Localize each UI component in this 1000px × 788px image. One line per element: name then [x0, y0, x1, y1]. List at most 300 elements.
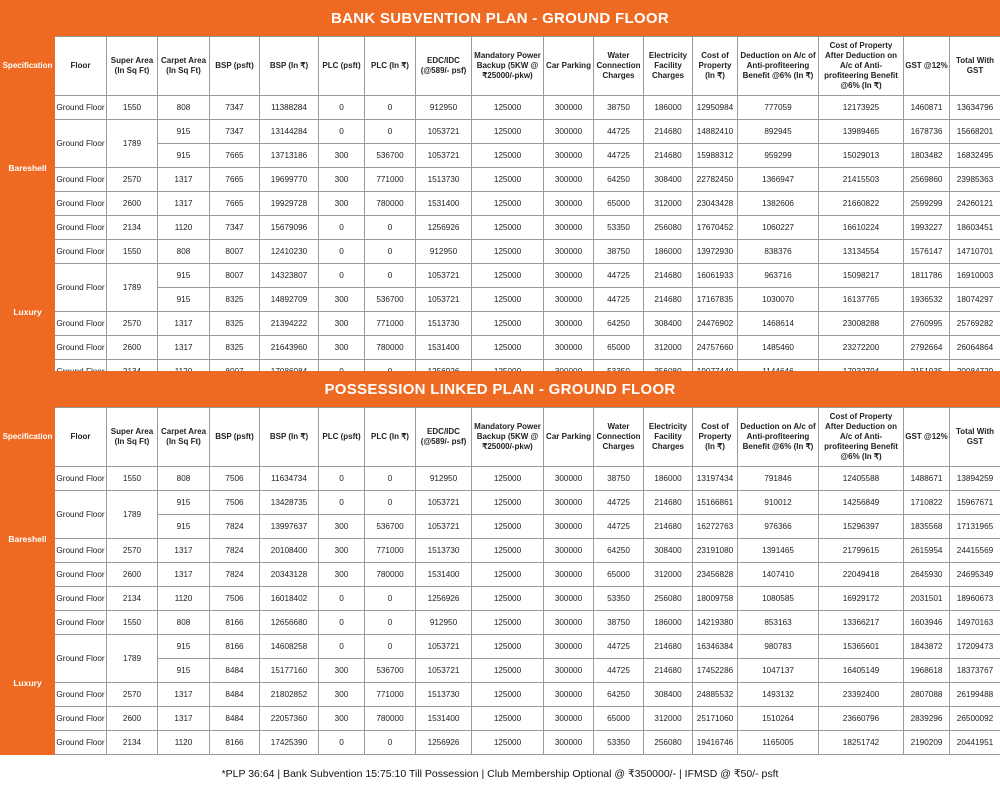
table-cell: 15967671	[950, 491, 1000, 515]
table-cell: 300000	[544, 515, 594, 539]
table-cell: 44725	[594, 491, 644, 515]
table-cell: 300000	[544, 240, 594, 264]
table-cell: 23660796	[819, 707, 904, 731]
table-cell: 300000	[544, 312, 594, 336]
table-cell: 125000	[472, 683, 544, 707]
table-cell: 125000	[472, 120, 544, 144]
table-row	[1, 240, 1000, 264]
table-cell: 536700	[365, 288, 416, 312]
table-cell: 312000	[644, 707, 693, 731]
table-cell: 1513730	[416, 683, 472, 707]
table-cell: 308400	[644, 312, 693, 336]
column-header: Carpet Area (In Sq Ft)	[158, 37, 210, 96]
column-header: Total With GST	[950, 37, 1000, 96]
table-cell: 214680	[644, 515, 693, 539]
table-cell: 300000	[544, 168, 594, 192]
table-cell: 1317	[158, 539, 210, 563]
table-cell: 13989465	[819, 120, 904, 144]
table-cell: 8325	[210, 312, 260, 336]
table-cell: 300	[319, 683, 365, 707]
table-cell: 780000	[365, 707, 416, 731]
table-cell: 15365601	[819, 635, 904, 659]
table-row	[1, 731, 1000, 755]
table-cell: 19699770	[260, 168, 319, 192]
table-cell: 7824	[210, 539, 260, 563]
table-cell: Ground Floor	[55, 168, 107, 192]
table-row	[1, 312, 1000, 336]
table-cell: Ground Floor	[55, 539, 107, 563]
table-cell: 125000	[472, 659, 544, 683]
table-cell: 300000	[544, 192, 594, 216]
table-cell: 1789	[107, 120, 158, 168]
table-cell: 12405588	[819, 467, 904, 491]
column-header: Floor	[55, 408, 107, 467]
table-cell: 2570	[107, 539, 158, 563]
table-cell: 125000	[472, 587, 544, 611]
table-cell: 7347	[210, 120, 260, 144]
table-row	[1, 683, 1000, 707]
table-cell: 23008288	[819, 312, 904, 336]
table-cell: 7506	[210, 587, 260, 611]
table-cell: Ground Floor	[55, 731, 107, 755]
table-cell: Ground Floor	[55, 587, 107, 611]
table-cell: 125000	[472, 240, 544, 264]
table-cell: 11388284	[260, 96, 319, 120]
table-cell: 308400	[644, 539, 693, 563]
table-cell: 8325	[210, 288, 260, 312]
table-cell: 24476902	[693, 312, 738, 336]
table-row	[1, 539, 1000, 563]
table-cell: 1550	[107, 240, 158, 264]
table-cell: 2134	[107, 587, 158, 611]
table-cell: 44725	[594, 288, 644, 312]
possession-linked-title: POSSESSION LINKED PLAN - GROUND FLOOR	[0, 371, 1000, 407]
table-cell: 838376	[738, 240, 819, 264]
table-cell: 21802852	[260, 683, 319, 707]
table-cell: 13428735	[260, 491, 319, 515]
table-cell: 1256926	[416, 587, 472, 611]
table-cell: 125000	[472, 731, 544, 755]
column-header: BSP (In ₹)	[260, 408, 319, 467]
table-cell: Ground Floor	[55, 611, 107, 635]
table-cell: 16272763	[693, 515, 738, 539]
column-header: BSP (In ₹)	[260, 37, 319, 96]
column-header: Carpet Area (In Sq Ft)	[158, 408, 210, 467]
table-cell: 1391465	[738, 539, 819, 563]
table-cell: 25171060	[693, 707, 738, 731]
table-cell: 0	[319, 216, 365, 240]
table-cell: 1317	[158, 563, 210, 587]
table-cell: 1165005	[738, 731, 819, 755]
table-cell: 1789	[107, 491, 158, 539]
table-cell: 2600	[107, 336, 158, 360]
table-cell: 17670452	[693, 216, 738, 240]
column-header: PLC (psft)	[319, 37, 365, 96]
table-cell: 14608258	[260, 635, 319, 659]
table-cell: 1053721	[416, 515, 472, 539]
table-cell: 25769282	[950, 312, 1000, 336]
table-cell: 44725	[594, 144, 644, 168]
table-cell: 1256926	[416, 216, 472, 240]
table-cell: Ground Floor	[55, 563, 107, 587]
table-cell: 0	[319, 264, 365, 288]
table-cell: 18009758	[693, 587, 738, 611]
table-cell: 125000	[472, 611, 544, 635]
table-cell: 915	[158, 120, 210, 144]
table-cell: 64250	[594, 683, 644, 707]
table-cell: 18603451	[950, 216, 1000, 240]
column-header: EDC/IDC (@589/- psf)	[416, 37, 472, 96]
table-cell: 1053721	[416, 288, 472, 312]
table-cell: 912950	[416, 467, 472, 491]
table-cell: 8007	[210, 264, 260, 288]
table-cell: 1053721	[416, 120, 472, 144]
table-cell: 300	[319, 168, 365, 192]
table-cell: 44725	[594, 515, 644, 539]
column-header: BSP (psft)	[210, 408, 260, 467]
table-cell: 308400	[644, 683, 693, 707]
table-cell: 1120	[158, 731, 210, 755]
table-cell: 912950	[416, 96, 472, 120]
table-cell: 17167835	[693, 288, 738, 312]
table-row	[1, 467, 1000, 491]
column-header: Deduction on A/c of Anti-profiteering Benefit @6% (In ₹)	[738, 408, 819, 467]
table-cell: 13134554	[819, 240, 904, 264]
table-cell: 13894259	[950, 467, 1000, 491]
possession-linked-table	[0, 407, 1000, 755]
table-cell: 21415503	[819, 168, 904, 192]
table-cell: 1317	[158, 336, 210, 360]
table-cell: 12173925	[819, 96, 904, 120]
table-cell: 7824	[210, 515, 260, 539]
table-cell: 536700	[365, 515, 416, 539]
table-cell: 780000	[365, 336, 416, 360]
table-cell: 53350	[594, 216, 644, 240]
table-cell: 13972930	[693, 240, 738, 264]
column-header: EDC/IDC (@589/- psf)	[416, 408, 472, 467]
table-row	[1, 120, 1000, 144]
table-cell: 7665	[210, 168, 260, 192]
table-cell: 0	[365, 491, 416, 515]
table-cell: 14323807	[260, 264, 319, 288]
table-cell: Ground Floor	[55, 467, 107, 491]
table-cell: 912950	[416, 240, 472, 264]
table-cell: 0	[319, 240, 365, 264]
table-cell: 2031501	[904, 587, 950, 611]
table-cell: 915	[158, 491, 210, 515]
table-cell: 1531400	[416, 336, 472, 360]
table-cell: 214680	[644, 120, 693, 144]
table-cell: 256080	[644, 216, 693, 240]
column-header: Mandatory Power Backup (5KW @ ₹25000/-pkw)	[472, 408, 544, 467]
table-row	[1, 216, 1000, 240]
table-row	[1, 192, 1000, 216]
table-cell: 65000	[594, 192, 644, 216]
table-cell: 0	[319, 96, 365, 120]
table-cell: 16346384	[693, 635, 738, 659]
table-cell: 38750	[594, 240, 644, 264]
table-cell: 312000	[644, 563, 693, 587]
table-cell: 256080	[644, 731, 693, 755]
table-cell: 1053721	[416, 659, 472, 683]
table-cell: 26500092	[950, 707, 1000, 731]
header-row	[1, 408, 1000, 467]
table-cell: 64250	[594, 539, 644, 563]
table-cell: 808	[158, 467, 210, 491]
table-cell: 125000	[472, 707, 544, 731]
table-cell: 300000	[544, 467, 594, 491]
table-row	[1, 264, 1000, 288]
table-cell: 1789	[107, 264, 158, 312]
table-cell: 1256926	[416, 731, 472, 755]
table-cell: 16061933	[693, 264, 738, 288]
table-cell: 1678736	[904, 120, 950, 144]
table-cell: 38750	[594, 96, 644, 120]
table-cell: 300000	[544, 96, 594, 120]
table-cell: 300000	[544, 288, 594, 312]
table-cell: 2760995	[904, 312, 950, 336]
table-cell: 1550	[107, 96, 158, 120]
column-header: PLC (psft)	[319, 408, 365, 467]
table-cell: Ground Floor	[55, 120, 107, 168]
table-cell: 1080585	[738, 587, 819, 611]
table-cell: 7347	[210, 96, 260, 120]
table-cell: 16910003	[950, 264, 1000, 288]
table-cell: 1485460	[738, 336, 819, 360]
table-cell: 21643960	[260, 336, 319, 360]
column-header: Water Connection Charges	[594, 37, 644, 96]
table-cell: 15296397	[819, 515, 904, 539]
table-cell: 1531400	[416, 707, 472, 731]
table-cell: 16018402	[260, 587, 319, 611]
table-cell: 12656680	[260, 611, 319, 635]
specification-cell: Bareshell	[1, 96, 55, 240]
table-cell: 14970163	[950, 611, 1000, 635]
table-cell: 0	[365, 731, 416, 755]
table-cell: 13366217	[819, 611, 904, 635]
table-cell: 125000	[472, 563, 544, 587]
table-cell: 1317	[158, 683, 210, 707]
table-cell: 18373767	[950, 659, 1000, 683]
table-cell: 300000	[544, 683, 594, 707]
table-cell: 1053721	[416, 144, 472, 168]
table-cell: 1060227	[738, 216, 819, 240]
table-cell: 300000	[544, 144, 594, 168]
table-cell: 0	[365, 264, 416, 288]
table-cell: 300	[319, 539, 365, 563]
table-cell: 17209473	[950, 635, 1000, 659]
table-row	[1, 336, 1000, 360]
table-cell: 1811786	[904, 264, 950, 288]
table-cell: 14256849	[819, 491, 904, 515]
table-cell: 915	[158, 144, 210, 168]
table-cell: 1576147	[904, 240, 950, 264]
table-cell: Ground Floor	[55, 264, 107, 312]
table-cell: 0	[319, 491, 365, 515]
table-cell: 0	[365, 587, 416, 611]
table-cell: 1993227	[904, 216, 950, 240]
column-header: Specification	[1, 37, 55, 96]
table-cell: 14219380	[693, 611, 738, 635]
table-cell: 214680	[644, 659, 693, 683]
table-cell: 18960673	[950, 587, 1000, 611]
table-cell: 186000	[644, 240, 693, 264]
table-cell: 300000	[544, 659, 594, 683]
table-cell: 300000	[544, 731, 594, 755]
table-cell: 16832495	[950, 144, 1000, 168]
table-cell: 1531400	[416, 563, 472, 587]
table-cell: 8166	[210, 731, 260, 755]
table-cell: 38750	[594, 611, 644, 635]
table-cell: 1468614	[738, 312, 819, 336]
bank-subvention-title: BANK SUBVENTION PLAN - GROUND FLOOR	[0, 0, 1000, 36]
table-cell: 23392400	[819, 683, 904, 707]
table-cell: 214680	[644, 288, 693, 312]
table-cell: 17452286	[693, 659, 738, 683]
table-cell: 8007	[210, 240, 260, 264]
table-cell: 2570	[107, 168, 158, 192]
table-cell: 214680	[644, 144, 693, 168]
table-cell: 8325	[210, 336, 260, 360]
table-cell: 15166861	[693, 491, 738, 515]
table-cell: 771000	[365, 168, 416, 192]
table-cell: 44725	[594, 264, 644, 288]
header-row	[1, 37, 1000, 96]
table-row	[1, 563, 1000, 587]
table-cell: 1407410	[738, 563, 819, 587]
table-cell: 22782450	[693, 168, 738, 192]
table-cell: 1510264	[738, 707, 819, 731]
table-cell: Ground Floor	[55, 491, 107, 539]
table-cell: 186000	[644, 467, 693, 491]
table-cell: 125000	[472, 216, 544, 240]
table-cell: 125000	[472, 96, 544, 120]
table-row	[1, 707, 1000, 731]
table-cell: 16610224	[819, 216, 904, 240]
table-cell: 21394222	[260, 312, 319, 336]
column-header: Water Connection Charges	[594, 408, 644, 467]
table-cell: 915	[158, 515, 210, 539]
table-cell: 8484	[210, 659, 260, 683]
table-cell: 7665	[210, 192, 260, 216]
table-cell: 16929172	[819, 587, 904, 611]
table-cell: 13997637	[260, 515, 319, 539]
table-cell: 1513730	[416, 312, 472, 336]
table-cell: 14892709	[260, 288, 319, 312]
table-cell: 26199488	[950, 683, 1000, 707]
column-header: GST @12%	[904, 408, 950, 467]
table-cell: 915	[158, 288, 210, 312]
table-cell: 186000	[644, 611, 693, 635]
table-cell: 44725	[594, 120, 644, 144]
table-cell: 780000	[365, 563, 416, 587]
table-cell: 26064864	[950, 336, 1000, 360]
table-cell: 771000	[365, 683, 416, 707]
table-cell: 2615954	[904, 539, 950, 563]
table-cell: 8484	[210, 683, 260, 707]
table-cell: 125000	[472, 264, 544, 288]
table-cell: 300	[319, 144, 365, 168]
table-cell: 18251742	[819, 731, 904, 755]
table-cell: 13144284	[260, 120, 319, 144]
table-cell: Ground Floor	[55, 312, 107, 336]
column-header: PLC (In ₹)	[365, 37, 416, 96]
table-cell: 125000	[472, 467, 544, 491]
table-cell: 24695349	[950, 563, 1000, 587]
table-cell: 771000	[365, 539, 416, 563]
table-cell: 0	[365, 120, 416, 144]
table-cell: 1710822	[904, 491, 950, 515]
table-cell: 300000	[544, 120, 594, 144]
table-cell: 16137765	[819, 288, 904, 312]
table-cell: 892945	[738, 120, 819, 144]
table-cell: 7347	[210, 216, 260, 240]
table-row	[1, 611, 1000, 635]
table-cell: 21799615	[819, 539, 904, 563]
table-cell: 300000	[544, 635, 594, 659]
table-cell: 959299	[738, 144, 819, 168]
table-cell: 312000	[644, 192, 693, 216]
column-header: Floor	[55, 37, 107, 96]
table-cell: 2600	[107, 563, 158, 587]
column-header: BSP (psft)	[210, 37, 260, 96]
table-cell: 1550	[107, 467, 158, 491]
specification-cell: Bareshell	[1, 467, 55, 611]
table-cell: 23272200	[819, 336, 904, 360]
table-cell: 14882410	[693, 120, 738, 144]
table-cell: 0	[319, 731, 365, 755]
table-cell: 0	[319, 467, 365, 491]
table-cell: 214680	[644, 264, 693, 288]
table-cell: 1317	[158, 312, 210, 336]
table-cell: 2600	[107, 192, 158, 216]
table-cell: 1513730	[416, 168, 472, 192]
table-cell: 0	[365, 240, 416, 264]
table-cell: 300	[319, 336, 365, 360]
table-cell: 15098217	[819, 264, 904, 288]
table-cell: 980783	[738, 635, 819, 659]
table-cell: 312000	[644, 336, 693, 360]
table-cell: 22049418	[819, 563, 904, 587]
table-cell: 125000	[472, 635, 544, 659]
table-cell: 0	[365, 611, 416, 635]
table-cell: 214680	[644, 491, 693, 515]
table-cell: Ground Floor	[55, 683, 107, 707]
table-cell: 15177160	[260, 659, 319, 683]
table-cell: 536700	[365, 144, 416, 168]
table-cell: 1843872	[904, 635, 950, 659]
table-cell: 2570	[107, 312, 158, 336]
table-cell: 256080	[644, 587, 693, 611]
table-cell: 1317	[158, 168, 210, 192]
table-cell: 915	[158, 635, 210, 659]
table-cell: 0	[365, 96, 416, 120]
column-header: GST @12%	[904, 37, 950, 96]
table-cell: 308400	[644, 168, 693, 192]
column-header: Super Area (In Sq Ft)	[107, 37, 158, 96]
table-cell: 1550	[107, 611, 158, 635]
table-cell: 11634734	[260, 467, 319, 491]
table-cell: 2190209	[904, 731, 950, 755]
table-row	[1, 96, 1000, 120]
table-cell: 963716	[738, 264, 819, 288]
table-cell: 536700	[365, 659, 416, 683]
table-cell: 808	[158, 611, 210, 635]
table-cell: 23456828	[693, 563, 738, 587]
table-cell: 186000	[644, 96, 693, 120]
table-cell: 8166	[210, 635, 260, 659]
table-cell: 7824	[210, 563, 260, 587]
